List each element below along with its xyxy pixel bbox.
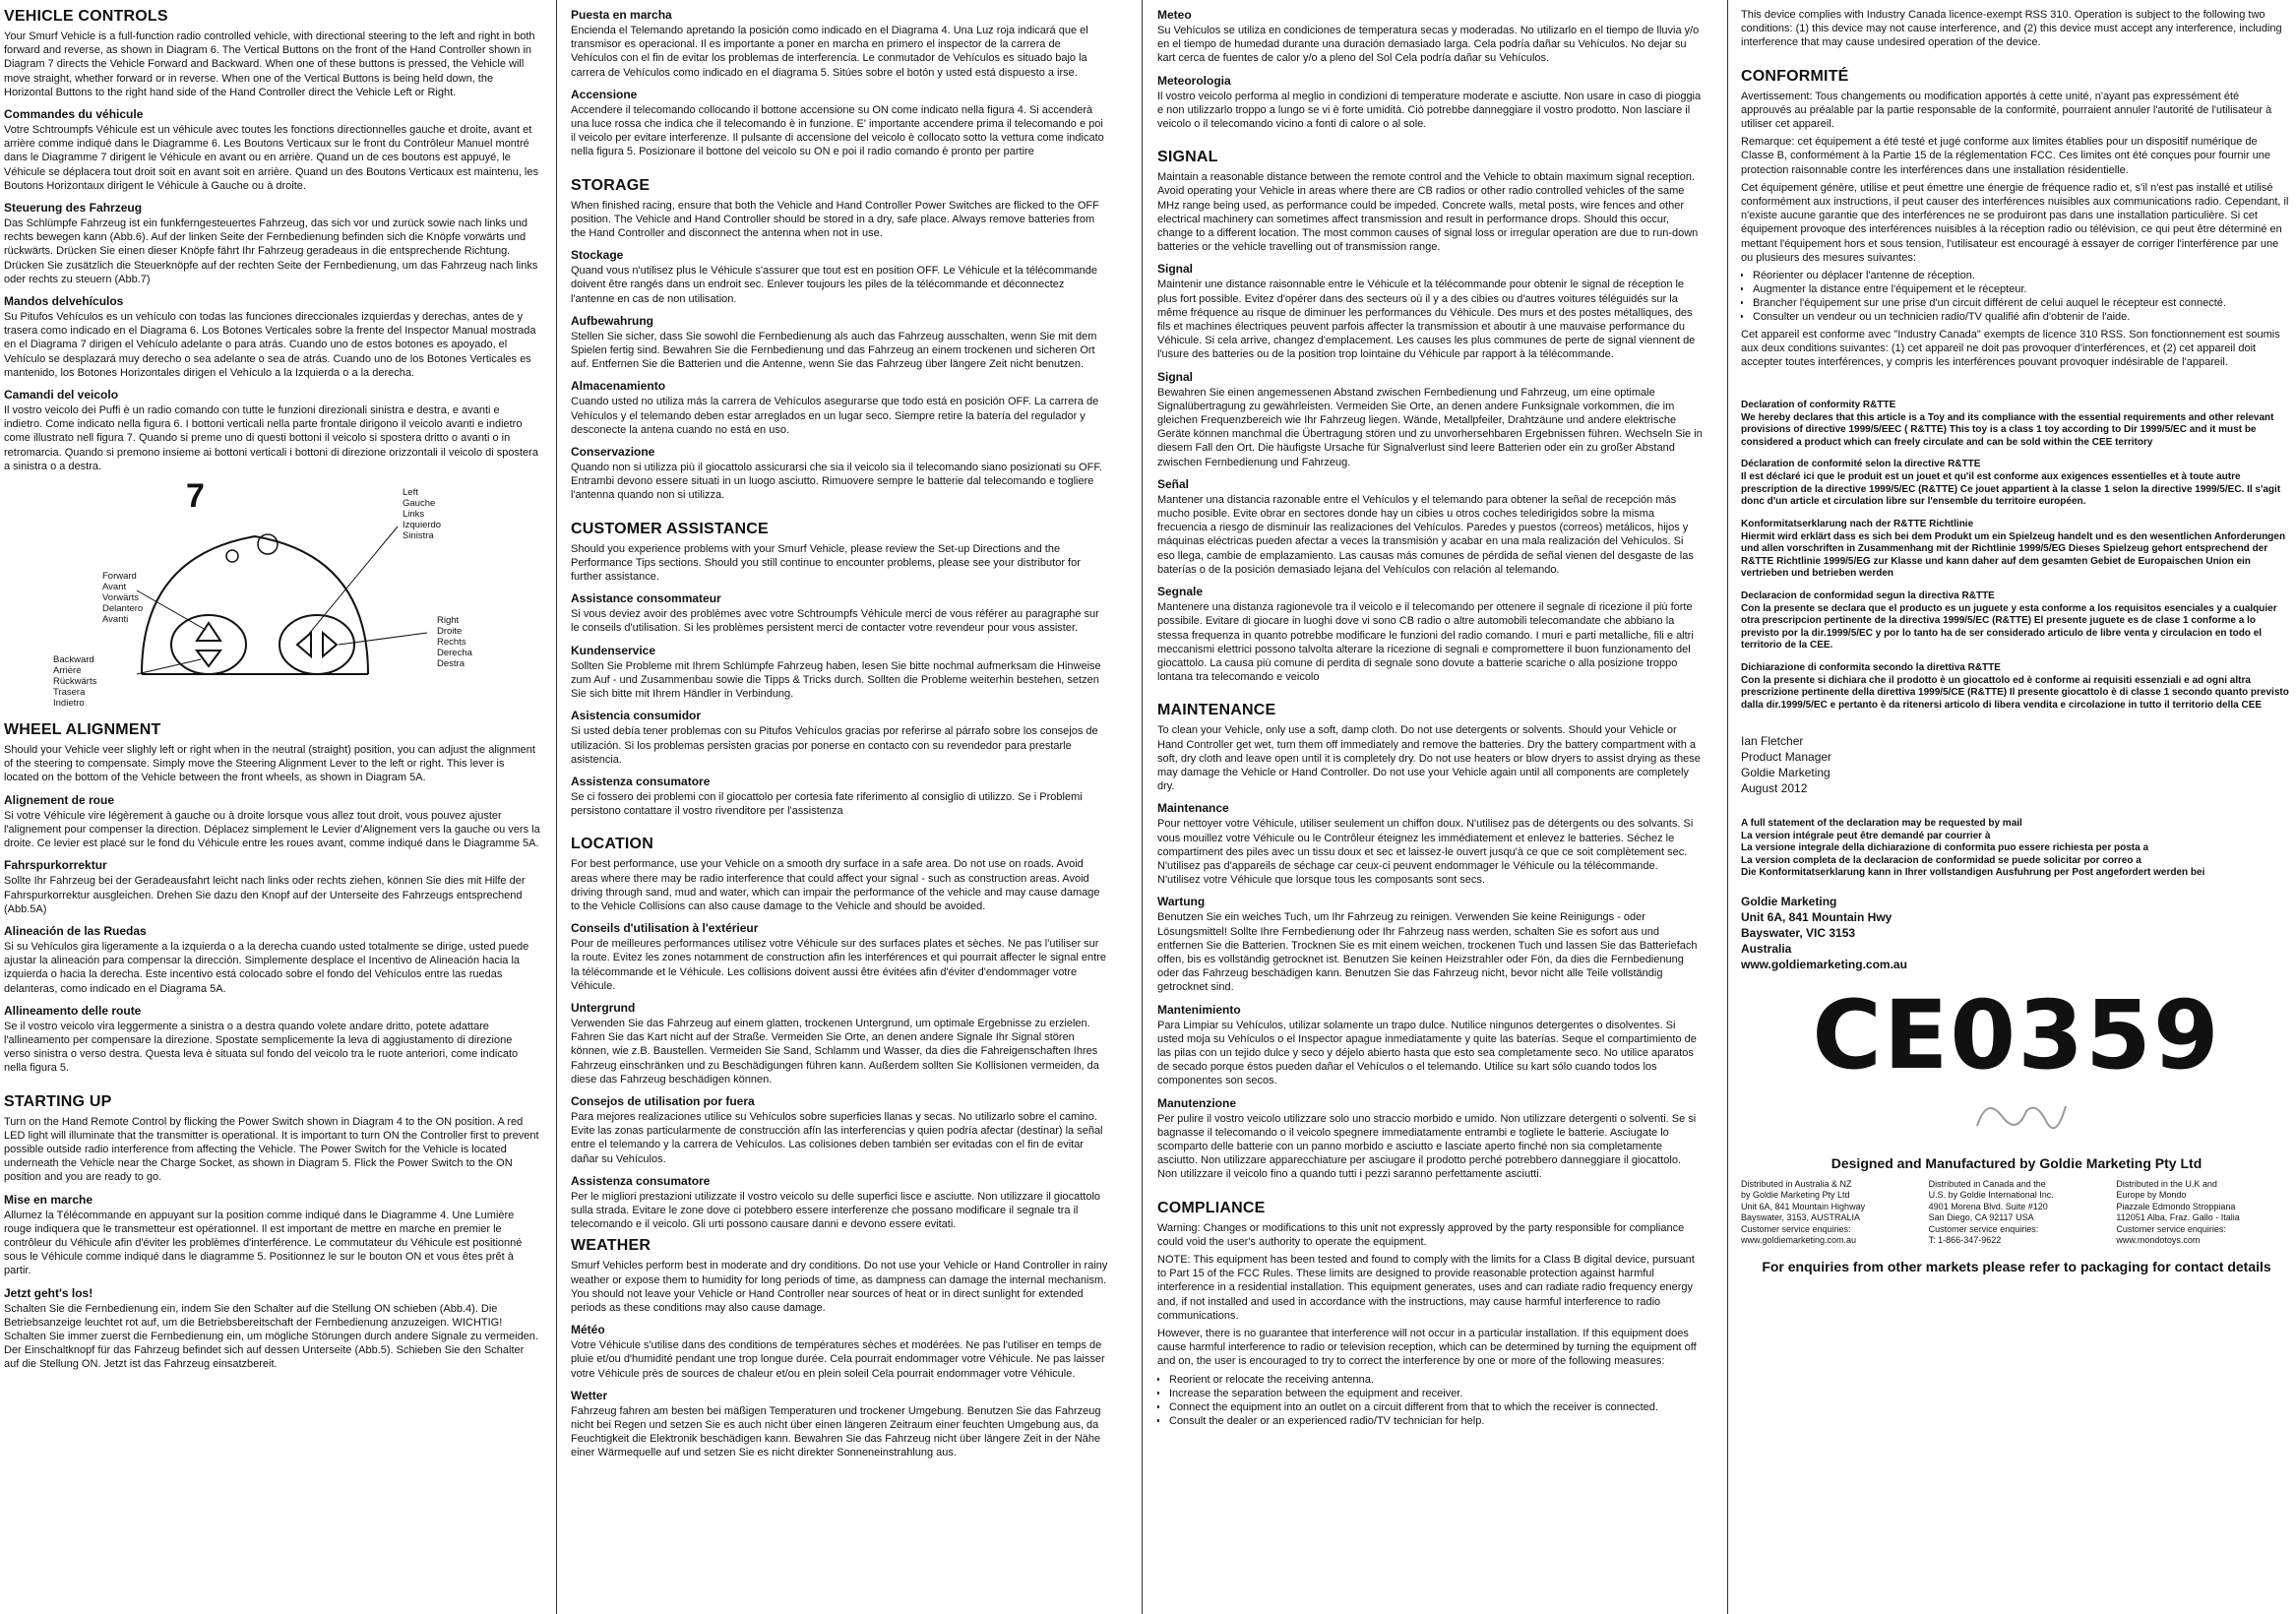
subheading-fr: Alignement de roue (4, 792, 115, 807)
address-line: Australia (1741, 941, 1792, 956)
signatory-block (1741, 733, 2292, 796)
list-item: • Brancher l'équipement sur une prise d'un circuit différent de celui auquel le récepteur est connecté. (1753, 296, 2292, 310)
subheading-it: Segnale (1157, 585, 1204, 599)
declaration-title-it: Dichiarazione di conformita secondo la direttiva R&TTE (1741, 661, 2001, 673)
paragraph-fr: Votre Schtroumpfs Véhicule est un véhicule avec toutes les fonctions directionnelles gauche et droite, avant et arrière comme indiqué dans le Diagramme 6. Les Boutons Verticaux sur le front du Contrôleur Manuel montré dans le Diagramme 7 dirigent le Véhicule en avant ou en arrière. Quand un de ces boutons est appuyé, le Véhicule se déplacera tout droit soit en avant soit en arrière. Quand un des Boutons Verticaux est maintenu, les Boutons Horizontaux dirigent le Véhicule à Gauche ou à droite. (4, 124, 538, 192)
list-item: • Connect the equipment into an outlet on a circuit different from that to which the receiver is connected. (1169, 1400, 1704, 1414)
address-line: Unit 6A, 841 Mountain Hwy (1741, 909, 1893, 924)
declaration-title-es: Declaracion de conformidad segun la directiva R&TTE (1741, 590, 1995, 601)
conformite-warning: Avertissement: Tous changements ou modification apportés à cette unité, n'ayant pas expressément été approuvés au préalable par la partie responsable de la conformité, pourraient annuler l'autorité de l'utilisateur à utiliser cet appareil. (1741, 90, 2272, 131)
paragraph-en: When finished racing, ensure that both the Vehicle and Hand Controller Power Switches are flicked to the OFF position. The Vehicle and Hand Controller should be stored in a dry, safe place. Always remove batteries from the Hand Controller and disconnect the antenna when not in use. (571, 199, 1099, 240)
list-item: • Increase the separation between the equipment and receiver. (1169, 1387, 1704, 1400)
subheading-de: Kundenservice (571, 643, 656, 657)
list-item: • Réorienter ou déplacer l'antenne de réception. (1753, 269, 2292, 282)
paragraph-en: Should your Vehicle veer slighly left or right when in the neutral (straight) position, you can adjust the alignment of the steering to compensate. Simply move the Steering Alignment Lever to the left or right. This lever is located on the bottom of the Vehicle between the front wheels, as shown in Diagram 5A. (4, 744, 535, 784)
column-1 (4, 8, 540, 1610)
subheading-es: Mantenimiento (1157, 1002, 1241, 1017)
paragraph-fr: Pour de meilleures performances utilisez votre Véhicule sur des surfaces plates et sèches. Ne pas l'utiliser sur la route. Evitez les zones notamment de construction afin les interférences et qui pourrait affecter le signal entre la télécommande et le Véhicule. Les collisions doivent aussi être évitées afin d'éviter d'endommager votre Véhicule. (571, 938, 1106, 992)
designed-by: Designed and Manufactured by Goldie Marketing Pty Ltd (1831, 1154, 2203, 1171)
subheading-it: Assistenza consumatore (571, 774, 711, 788)
distributors (1741, 1179, 2292, 1247)
subheading-it: Conservazione (571, 445, 655, 460)
label-right: Right Droite Rechts Derecha Destra (437, 615, 472, 670)
paragraph-de: Schalten Sie die Fernbedienung ein, indem Sie den Schalter auf die Stellung ON schieben (Abb.4). Die Betriebsanzeige leuchtet rot auf, um die Betriebsbereitschaft der Fernbedienung anzuzeigen. WICHTIG! Schalten Sie immer zuerst die Fernbedienung ein, um mögliche Störungen durch andere Signale zu vermeiden. Der Einschaltknopf für das Fahrzeug befindet sich auf dessen Unterseite (Abb.5). Schieben Sie den Schalter auf die Stellung ON. Jetzt ist das Fahrzeug einsatzbereit. (4, 1302, 538, 1371)
subheading-de: Steuerung des Fahrzeug (4, 201, 143, 216)
label-left: Left Gauche Links Izquierdo Sinistra (403, 487, 442, 542)
subheading-it: Camandi del veicolo (4, 388, 119, 403)
subheading-it: Meteorologia (1157, 73, 1231, 88)
paragraph-it: Il vostro veicolo dei Puffi è un radio comando con tutte le funzioni direzionali sinistra e destra, e avanti e indietro. Come indicato nella figura 6. I bottoni verticali nella parte frontale dirigono il veicolo avanti e indietro come illustrato nell figura 7. Quando si preme uno di questi bottoni il veicolo si spostera dritto o avanti o in retromarcia. Quando si premono insieme ai bottoni verticali i bottoni di direzione orizzontali il veicolo di spostera a sinistra o a destra. (4, 404, 538, 472)
paragraph-de: Verwenden Sie das Fahrzeug auf einem glatten, trockenen Untergrund, um optimale Ergebnisse zu erzielen. Fahren Sie das Kart nicht auf der Straße. Vermeiden Sie Orte, an denen andere Signale Ihr Signal stören können, wie z.B. Baustellen. Vermeiden Sie Sand, Schlamm und Wasser, da dies die Fahreigenschaften Ihres Fahrzeug einschränken und zu Beschädigungen führen kann. Außerdem sollten Sie Kollisionen vermeiden, da diese das Fahrzeug beschädigen können. (571, 1017, 1099, 1086)
declaration-text-it: Con la presente si dichiara che il prodotto è un giocattolo ed è conforme ai requisiti essenziali e ad ogni altra prescrizione pertinente della direttiva 1999/5/CE (R&TTE) Il presente giocattolo è di classe 1 secondo quanto previsto dalla dir.1999/5/EC e pertanto è da ritenersi articolo di libera vendita e circolazione in tutto il territorio della CEE (1741, 674, 2289, 711)
distributor-au: Distributed in Australia & NZ by Goldie Marketing Pty Ltd Unit 6A, 841 Mountain Highway Bayswater, 3153, AUSTRALIA Customer service enquiries: www.goldiemarketing.com.au (1741, 1178, 1866, 1246)
paragraph-de: Sollten Sie Probleme mit Ihrem Schlümpfe Fahrzeug haben, lesen Sie bitte nochmal aufmerksam die Hinweise zum Auf - und Zusammenbau sowie die Tipps & Tricks durch. Sollten die Probleme weiterhin bestehen, setzen Sie sich bitte mit Ihrem Händler in Verbindung. (571, 659, 1101, 701)
paragraph-de: Benutzen Sie ein weiches Tuch, um Ihr Fahrzeug zu reinigen. Verwenden Sie keine Reinigungs - oder Lösungsmittel! Sollte Ihre Fernbedienung oder Ihr Fahrzeug nass werden, schalten Sie es sofort aus und entfernen Sie die Batterien. Trocknen Sie es mit einem weichen, trockenen Tuch und lassen Sie das Batteriefach offen, bis es vollständig getrocknet ist. Benutzen Sie keinen Heizstrahler oder Fön, da dies die Fernbedienung oder das Fahrzeug beschädigen kann. Benutzen Sie das Fahrzeug nicht, bevor nicht alle Teile vollständig getrocknet sind. (1157, 911, 1698, 994)
conformite-interference: Cet équipement génère, utilise et peut émettre une énergie de fréquence radio et, s'il n'est pas installé et utilisé conformément aux instructions, il peut causer des interférences nuisibles aux communications radio. Cependant, il n'existe aucune garantie que des interférences ne se produiront pas dans une installation particulière. Si cet équipement provoque des interférences nuisibles à la réception radio ou télévision, ce qui peut être déterminé en mettant l'équipement hors et sous tension, l'utilisateur est encouragé à essayer de corriger l'interférence par une ou plusieurs des mesures suivantes: (1741, 181, 2289, 264)
subheading-it: Accensione (571, 87, 638, 101)
paragraph-en: Smurf Vehicles perform best in moderate and dry conditions. Do not use your Vehicle or Hand Controller in rainy weather or expose them to humidity for long periods of time, as dampness can damage the internal mechanism. You should not leave your Vehicle or Hand Controller near sources of heat or in direct sunlight for extended periods as these conditions may also cause damage. (571, 1260, 1108, 1314)
controller-diagram (4, 477, 540, 714)
section-title-signal: SIGNAL (1157, 149, 1218, 166)
paragraph-es: Si usted debía tener problemas con su Pitufos Vehículos gracias por referirse al párrafo sobre los consejos de utilización. Si los problemas persisten gracias por ponerse en contacto con su revendedor para prestarle asistencia. (571, 725, 1098, 766)
label-backward: Backward Arrière Rückwärts Trasera Indietro (53, 654, 97, 710)
paragraph-es: Para mejores realizaciones utilice su Vehículos sobre superficies llanas y secas. No utilizarlo sobre el camino. Evite las zonas particularmente de construcción afín las interferencias y quien podría afectar (destinar) la señal entre el telemando y la carrera de Vehículos. Las colisiones deben también ser evitadas con el fin de evitar dañar su Vehículos. (571, 1110, 1103, 1165)
paragraph-de: Bewahren Sie einen angemessenen Abstand zwischen Fernbedienung und Fahrzeug, um eine optimale Signalübertragung zu gewährleisten. Vermeiden Sie Orte, an denen andere Funksignale vorkommen, die im gleichen Frequenzbereich wie Ihr Fahrzeug liegen. Wände, Metallpfeiler, Drahtzäune und andere elektrische Geräte können manchmal die Übertragung stören und zu unvorhersehbaren Ergebnissen führen. Wechseln Sie in diesem Fall den Ort. Die häufigste Ursache für Signalverlust sind leere Batterien oder ein zu großer Abstand zwischen Fernbedienung und Fahrzeug. (1157, 386, 1703, 468)
subheading-de: Signal (1157, 369, 1194, 384)
subheading-de: Jetzt geht's los! (4, 1285, 93, 1300)
subheading-es: Mandos delvehículos (4, 294, 124, 309)
subheading-fr: Signal (1157, 262, 1194, 277)
subheading-es: Puesta en marcha (571, 8, 672, 22)
declaration-text-de: Hiermit wird erklärt dass es sich bei dem Produkt um ein Spielzeug handelt und es den wesentlichen Anforderungen und allen vorschriften in Zusammenhang mit der Richtlinie 1999/5/EG Dieses Spielzeug gehort entsprechend der R&TTE Richtlinie 1999/5/EG zur Klasse und kann daher auf dem gesamten Gebiet de Europaischen Union ein vertrieben und betrieben werden (1741, 530, 2286, 580)
paragraph-es: Mantener una distancia razonable entre el Vehículos y el telemando para obtener la señal de recepción más mucho posible. Evite obrar en sectores donde hay un cibies u otros coches teledirigidos sobre la misma frecuencia a riesgo de disminuir las realizaciones del Vehículos. Paredes y puestos (correos) metálicos, hijos y máquinas eléctricas pueden afectar a veces la transmisión y acabar en una mala realización del Vehículos. Si eso llega, cambie de emplazamiento. Las causas más comunes de pérdida de señal vienen del desgaste de las baterías o de la posición demasiado lejana del Vehículos con relación al telemando. (1157, 493, 1694, 576)
distributor-eu: Distributed in the U.K and Europe by Mondo Piazzale Edmondo Stroppiana 112051 Alba, Fraz. Gallo - Italia Customer service enquiries: www.mondotoys.com (2116, 1178, 2240, 1246)
statement-block (1741, 818, 2292, 880)
section-title-conformite: CONFORMITÉ (1741, 67, 1849, 85)
declaration-title-en: Declaration of conformity R&TTE (1741, 399, 1896, 410)
signature-scribble (1957, 1086, 2076, 1146)
paragraph-es: Para Limpiar su Vehículos, utilizar solamente un trapo dulce. Nutilice ningunos detergentes o disolventes. Si usted moja su Vehículos o el Inspector apague inmediatamente y quite las baterías. Seque el compartimiento de las pilas con un tejido dulce y seco y déjelo abierto hasta que esto sea completamente seco. No utilice aparatos de secado porque éstos pueden dañar el Vehículos o el telemando. Utilice su kart sólo cuando todos los componentes son secos. (1157, 1019, 1697, 1087)
conformite-canada: Cet appareil est conforme avec "Industry Canada" exempts de licence 310 RSS. Son fonctionnement est soumis aux deux conditions suivantes: (1) cet appareil ne doit pas provoquer d'interférences, et (2) cet appareil doit accepter toutes interférences, y compris les interférences pouvant provoquer indésirable de l'appareil. (1741, 329, 2280, 369)
list-item: • Consult the dealer or an experienced radio/TV technician for help. (1169, 1414, 1704, 1428)
subheading-es: Señal (1157, 476, 1190, 491)
declaration-title-de: Konformitatserklarung nach der R&TTE Richtlinie (1741, 518, 1974, 529)
paragraph-it: Se ci fossero dei problemi con il giocattolo per cortesia fate riferimento al consiglio di utilizzo. Se i Problemi persistono contattare il vostro rivenditore per l'assistenza (571, 790, 1083, 818)
column-divider (1727, 0, 1728, 1614)
list-item: • Consulter un vendeur ou un technicien radio/TV qualifié afin d'obtenir de l'aide. (1753, 310, 2292, 324)
subheading-it: Allineamento delle route (4, 1003, 142, 1018)
subheading-fr: Mise en marche (4, 1192, 93, 1207)
paragraph-de: Sollte Ihr Fahrzeug bei der Geradeausfahrt leicht nach links oder rechts ziehen, können Sie dies mit Hilfe der Fahrspurkorrektur ausgleichen. Drehen Sie dazu den Knopf auf der Unterseite des Fahrzeugs entsprechend (Abb.5A) (4, 875, 526, 915)
paragraph-es: Su Vehículos se utiliza en condiciones de temperatura secas y moderadas. No utilizarlo en el tiempo de lluvia y/o en el tiempo de humedad durante una duración demasiado larga. Cela podría dañar su Vehículos. No dejar su kart cerca de fuentes de calor y/o a pleno del Sol Cela podría dañar su Vehículos. (1157, 25, 1700, 65)
paragraph-it: Per le migliori prestazioni utilizzate il vostro veicolo su delle superfici lisce e asciutte. Non utilizzare il giocattolo sulla strada. Evitare le zone dove ci potebbero essere interferenze che possano modificare il segnale tra il telecomando e il veicolo. Gli urti possono causare danni e devono essere evitati. (571, 1190, 1101, 1231)
column-2 (571, 8, 1110, 1610)
paragraph-fr: Si votre Véhicule vire légèrement à gauche ou à droite lorsque vous allez tout droit, vous pouvez ajuster l'alignement pour compenser la direction. Déplacez simplement le Levier d'Alignement vers la gauche ou vers la droite. Ce levier est placé sur le fond du Véhicule entre les roues avant, comme indiqué dans le Diagramme 5A. (4, 809, 540, 850)
subheading-fr: Assistance consommateur (571, 591, 721, 606)
subheading-es: Alineación de las Ruedas (4, 923, 147, 938)
enquiry-note: For enquiries from other markets please refer to packaging for contact details (1762, 1258, 2271, 1274)
subheading-de: Aufbewahrung (571, 313, 653, 328)
conformite-measures-list (1741, 269, 2292, 324)
diagram-number: 7 (186, 477, 205, 516)
paragraph-fr: Maintenir une distance raisonnable entre le Véhicule et la télécommande pour obtenir le signal de réception le plus fort possible. Evitez d'opérer dans des secteurs où il y a des cibies ou d'autres voitures téléguidés sur la même fréquence au risque de diminuer les performances du Véhicule. Des murs et des postes métalliques, des fils et machines électriques peuvent parfois affecter la transmission et aboutir à une mauvaise performance du Véhicule. Si cela arrive, changez d'emplacement. Les causes les plus communes de perte de signal viennent de l'usure des batteries ou de la position trop lointaine du Véhicule par rapport à la télécommande. (1157, 279, 1696, 361)
section-title-location: LOCATION (571, 836, 653, 853)
industry-canada-statement: This device complies with Industry Canada licence-exempt RSS 310. Operation is subject to the following two conditions: (1) this device may not cause interference, and (2) this device must accept any interference, including interference that may cause undesired operation of the device. (1741, 9, 2282, 49)
paragraph-es: Si su Vehículos gira ligeramente a la izquierda o a la derecha cuando usted totalmente se dirige, usted puede ajustar la alineación para compensar la dirección. Simplemente desplace el Incentivo de Alineación hacia la izquierda o hacia la derecha. Este incentivo está colocado sobre el fondo del Vehículos entre las ruedas delanteras, como indicado en el Diagrama 5A. (4, 940, 529, 995)
section-title-customer-assistance: CUSTOMER ASSISTANCE (571, 520, 769, 537)
paragraph-de: Stellen Sie sicher, dass Sie sowohl die Fernbedienung als auch das Fahrzeug ausschalten, wenn Sie mit dem Spielen fertig sind. Bewahren Sie die Fernbedienung und das Fahrzeug an einem trockenen und sicheren Ort auf. Entfernen Sie die Batterien und die Antenne, wenn Sie das Fahrzeug über längere Zeit nicht benutzen. (571, 330, 1097, 371)
list-item: • Reorient or relocate the receiving antenna. (1169, 1373, 1704, 1387)
subheading-es: Meteo (1157, 8, 1192, 22)
paragraph-en: Turn on the Hand Remote Control by flicking the Power Switch shown in Diagram 4 to the ON position. A red LED light will illuminate that the transmitter is operational. It is important to turn ON the Controller first to prevent possible outside radio interference from affecting the Vehicle. The Power Switch for the Vehicle is located underneath the Vehicle near the Charge Socket, as shown in Diagram 5. Flick the Power Switch to the ON position and you are ready to go. (4, 1115, 539, 1184)
section-title-wheel-alignment: WHEEL ALIGNMENT (4, 721, 161, 739)
signatory-name: Ian Fletcher (1741, 734, 1804, 749)
subheading-fr: Conseils d'utilisation à l'extérieur (571, 921, 759, 936)
label-forward: Forward Avant Vorwärts Delantero Avanti (102, 571, 144, 626)
subheading-es: Almacenamiento (571, 379, 666, 394)
paragraph-es: Cuando usted no utiliza más la carrera de Vehículos asegurarse que todo está en posición OFF. La carrera de Vehículos y el telemando deben estar arreglados en un lugar seco. Siempre retire la batería del regulador y desconecte la antena cuando no está en uso. (571, 396, 1099, 436)
section-title-starting-up: STARTING UP (4, 1092, 112, 1110)
paragraph-es: Su Pitufos Vehículos es un vehículo con todas las funciones direccionales izquierdas y derechas, antes de y trasera como indicado en el Diagrama 6. Los Botones Verticales sobre la frente del Inspector Manual mostrada en el Diagrama 7 dirigen el Vehículo adelante o para atrás. Cuando uno de estos botones es apoyado, el Vehículo se desplazará muy derecho o sea adelante o sea de atrás. Cuando uno de los Botones Verticales es mantenido, los Botones Horizontales dirigen el Vehículo a la Izquierda o a la derecha. (4, 311, 536, 379)
paragraph-fr: Votre Véhicule s'utilise dans des conditions de températures sèches et modérées. Ne pas l'utiliser en temps de pluie et/ou d'humidité pendant une trop longue durée. Cela pourrait endommager votre Véhicule. Ne pas laisser votre Véhicule près de sources de chaleur et/ou en plein soleil Cela pourrait endommager votre Véhicule. (571, 1339, 1105, 1380)
paragraph-en: For best performance, use your Vehicle on a smooth dry surface in a safe area. Do not use on roads. Avoid areas where there may be radio interference that could affect your signal - such as construction areas. Avoid driving through sand, mud and water, which can impair the performance of the vehicle and may cause damage to the Vehicle Collisions can also cause damage to the Vehicle and should be avoided. (571, 858, 1100, 912)
declarations-block (1741, 400, 2292, 713)
compliance-guarantee: However, there is no guarantee that interference will not occur in a particular installation. If this equipment does cause harmful interference to radio or television reception, which can be determined by turning the equipment off and on, the user is encouraged to try to correct the interference by one or more of the following measures: (1157, 1328, 1697, 1368)
section-title-weather: WEATHER (571, 1237, 652, 1255)
address-line: Goldie Marketing (1741, 894, 1837, 908)
section-title-compliance: COMPLIANCE (1157, 1199, 1266, 1216)
address-block (1741, 894, 2292, 972)
subheading-fr: Météo (571, 1323, 605, 1337)
declaration-title-fr: Déclaration de conformité selon la directive R&TTE (1741, 459, 1981, 470)
paragraph-en: To clean your Vehicle, only use a soft, damp cloth. Do not use detergents or solvents. Should your Vehicle or Hand Controller get wet, turn them off immediately and remove the batteries. Dry the battery compartment with a soft, dry cloth and leave open until it is completely dry. Do not use heaters or blow dryers to assist drying as these may damage the Vehicle or Hand Controller. Do not use your Vehicle again until all components are completely dry. (1157, 724, 1701, 793)
paragraph-it: Accendere il telecomando collocando il bottone accensione su ON come indicato nella figura 4. Si accenderà una luce rossa che indica che il telecomando è in funzione. E' importante accendere prima il telecomando e poi il veicolo per evitare interferenze. Il pulsante di accensione del veicolo è collocato sotto la vettura come indicato nella figura 5. Posizionare il bottone del veicolo su ON e poi il radio comando è pronto per partire (571, 103, 1104, 158)
paragraph-it: Mantenere una distanza ragionevole tra il veicolo e il telecomando per ottenere il segnale di ricezione il più forte possibile. Evitare di giocare in luoghi dove vi sono CB radio o altre automobili telecomandate che abbiano la stessa frequenza in quanto potrebbe modificare le funzioni del radio comando. I muri e parti metalliche, fili e altri meccanismi elettrici possono talvolta alterare la ricezione di segnali e compromettere il buon funzionamento del giocattolo. La causa più comune di perdita di segnale sono dovute a batterie scariche o alla posizione troppo lontana tra telecomando e veicolo (1157, 601, 1694, 684)
subheading-fr: Maintenance (1157, 801, 1229, 816)
paragraph-fr: Si vous deviez avoir des problèmes avec votre Schtroumpfs Véhicule merci de vous référer au paragraphe sur le conseils d'utilisation. Si les problèmes persistent merci de contacter votre revendeur pour vous assister. (571, 608, 1099, 635)
column-divider (556, 0, 557, 1614)
ce-mark-logo: CE0359 (1812, 979, 2221, 1090)
paragraph-it: Il vostro veicolo performa al meglio in condizioni di temperature moderate e asciutte. Non usare in caso di pioggia e non utilizzarlo troppo a lungo se vi è forte umidità. Ciò potrebbe danneggiare il vostro prodotto. Non lasciare il veicolo o il telecomando vicino a fonti di calore o al sole. (1157, 90, 1702, 131)
paragraph-fr: Quand vous n'utilisez plus le Véhicule s'assurer que tout est en position OFF. Le Véhicule et la télécommande doivent être rangés dans un endroit sec. Enlever toujours les piles de la télécommande et déconnectez l'antenne en cas de non utilisation. (571, 265, 1097, 305)
subheading-it: Manutenzione (1157, 1095, 1236, 1110)
subheading-fr: Commandes du véhicule (4, 107, 144, 122)
declaration-text-fr: Il est déclaré ici que le produit est un jouet et qu'il est conforme aux exigences essentielles et à toute autre prescription de la directive 1999/5/EC (R&TTE) Ce jouet appartient à la classe 1 selon la directive 1999/5/EC. Il s'agit donc d'un article et circulation libre sur l'ensemble du territoire européen. (1741, 471, 2281, 508)
paragraph-de: Fahrzeug fahren am besten bei mäßigen Temperaturen und trockener Umgebung. Benutzen Sie das Fahrzeug nicht bei Regen und setzen Sie es auch nicht über einen längeren Zeitraum einer feuchten Umgebung aus, da Feuchtigkeit die Elektronik beschädigen kann. Bewahren Sie das Fahrzeug nicht über längere Zeit in der Nähe einer Wärmequelle auf und setzen Sie es nicht direkter Sonneneinstrahlung aus. (571, 1404, 1101, 1459)
subheading-es: Asistencia consumidor (571, 709, 702, 723)
paragraph-fr: Pour nettoyer votre Véhicule, utiliser seulement un chiffon doux. N'utilisez pas de détergents ou des solvants. Si vous mouillez votre Véhicule ou le Contrôleur éteignez les immédiatement et enlevez le batteries. Séchez le compartiment des piles avec un tissu doux et sec et laissez-le ouvert jusqu'à ce que ce soit complètement sec. N'utilisez pas d'appareils de séchage car ceux-ci peuvent endommager le Véhicule ou la télécommande. N'utilisez votre Véhicule que lorsque tous les composants sont secs. (1157, 818, 1694, 887)
paragraph-en: Your Smurf Vehicle is a full-function radio controlled vehicle, with directional steering to the left and right in both forward and reverse, as shown in Diagram 6. The Vertical Buttons on the front of the Hand Controller shown in Diagram 7 directs the Vehicle Forward and Backward. When one of these buttons is pressed, the Vehicle will move straight, whether forward or in reverse. When one of the Vertical Buttons is being held down, the Horizontal Buttons to the right hand side of the Hand Controller direct the Vehicle Left or Right. (4, 31, 535, 98)
signatory-role: Product Manager (1741, 750, 1832, 765)
paragraph-fr: Allumez la Télécommande en appuyant sur la position comme indiqué dans le Diagramme 4. Une Lumière rouge indiquera que le transmetteur est opérationnel. Il est important de mettre en marche en premier le contrôleur du Véhicule afin d'éviter les problèmes d'interférence. Le commutateur du Véhicule est positionné sous le Véhicule comme indiqué dans le diagramme 5. Positionnez le sur le bouton ON et vous êtes prêt à partir. (4, 1209, 523, 1277)
list-item: • Augmenter la distance entre l'équipement et le récepteur. (1753, 282, 2292, 296)
paragraph-en: Maintain a reasonable distance between the remote control and the Vehicle to obtain maximum signal reception. Avoid operating your Vehicle in areas where there are CB radios or other radio controlled vehicles of the same MHz range being used, as performance could be impeded. Concrete walls, metal posts, wire fences and other electrical machinery can sometimes affect transmission and result in performance drops. Should this occur, change to a different location. The most common causes of signal loss or irregular operation are due to run-down batteries or the vehicle travelling out of transmission range. (1157, 171, 1699, 254)
conformite-remark: Remarque: cet équipement a été testé et jugé conforme aux limites établies pour un dispositif numérique de Classe B, conformément à la Partie 15 de la réglementation FCC. Ces limites ont été conçues pour fournir une protection raisonnable contre les interférences dans une installation résidentielle. (1741, 136, 2271, 176)
declaration-text-en: We hereby declares that this article is a Toy and its compliance with the essential requirements and other relevant provisions of directive 1999/5/EEC ( R&TTE) This toy is a class 1 toy according to Dir 1999/5/EC and it must be considered a product which can freely circulate and can be sold within the CEE territory (1741, 411, 2274, 448)
paragraph-it: Quando non si utilizza più il giocattolo assicurarsi che sia il veicolo sia il telecomando siano posizionati su OFF. Entrambi devono essere situati in un luogo asciutto. Rimuovere sempre le batterie dal telecomando e togliere l'antenna quando non si utilizza. (571, 462, 1102, 502)
section-title-storage: STORAGE (571, 176, 651, 194)
declaration-text-es: Con la presente se declara que el producto es un juguete y esta conforme a los requisitos esenciales y a cualquier otra prescripcion pertinente de la directiva 1999/5/EC (R&TTE) El presente juguete es de clase 1 conforme a lo previsto por la dir.1999/5/EC y por lo tanto ha de ser considerado articulo de libre venta y circulacion en todo el territorio de la CEE. (1741, 602, 2277, 652)
distributor-us: Distributed in Canada and the U.S. by Goldie International Inc. 4901 Morena Blvd. Suite #120 San Diego, CA 92117 USA Customer service enquiries: T: 1-866-347-9622 (1928, 1178, 2054, 1246)
subheading-de: Wetter (571, 1388, 608, 1402)
paragraph-it: Per pulire il vostro veicolo utilizzare solo uno straccio morbido e umido. Non utilizzare detergenti o solventi. Se si bagnasse il telecomando o il veicolo spegnere immediatamente entrambi e togliete le batterie. Asciugate lo scomparto delle batterie con un panno morbido e asciutto e lasciate aperto finché non sia completamente asciutto. Non utilizzare apparecchiature per asciugare il prodotto perché potrebbero danneggiare il giocattolo. Non utilizzare il veicolo fino a quando tutti i pezzi saranno perfettamente asciutti. (1157, 1112, 1697, 1181)
address-line: Bayswater, VIC 3153 (1741, 925, 1856, 940)
signatory-company: Goldie Marketing (1741, 766, 1831, 780)
statement-text: A full statement of the declaration may be requested by mail La version intégrale peut être demandé par courrier à La versione integrale della dichiarazione di conformita puo essere richiesta per posta a La version completa de la declaracion de conformidad se puede solicitar por correo a Die Konformitatserklarung kann in Ihrer vollstandigen Ausfuhrung per Post angefordert werden bei (1741, 818, 2205, 879)
compliance-warning: Warning: Changes or modifications to this unit not expressly approved by the party responsible for compliance could void the user's authority to operate the equipment. (1157, 1221, 1685, 1248)
paragraph-it: Se il vostro veicolo vira leggermente a sinistra o a destra quando volete andare dritto, potete adattare l'allineamento per compensare la direzione. Spostate semplicemente la leva di aggiustamento di direzione verso sinistra o verso destra. Questa leva è situata sul fondo del veicolo tra le ruote anteriori, come indicato nella figura 5. (4, 1020, 519, 1075)
paragraph-de: Das Schlümpfe Fahrzeug ist ein funkferngesteuertes Fahrzeug, das sich vor und zurück sowie nach links und rechts bewegen kann (Abb.6). Auf der linken Seite der Fernbedienung befinden sich die Knöpfe vorwärts und rückwärts. Drücken Sie einen dieser Knöpfe fährt Ihr Fahrzeug geradeaus in die entsprechende Richtung. Drücken Sie zusätzlich die Steuerknöpfe auf der rechten Seite der Fernbedienung, um das Fahrzeug nach links oder rechts zu steuern (Abb.7) (4, 217, 538, 285)
address-url: www.goldiemarketing.com.au (1741, 957, 1907, 971)
section-title-maintenance: MAINTENANCE (1157, 702, 1276, 719)
paragraph-es: Encienda el Telemando apretando la posición como indicado en el Diagrama 4. Una Luz roja indicará que el transmisor es operacional. Il es importante a poner en marcha en primero el inspector de la carrera de Vehículos con el fin de evitar los problemas de interferencia. Le conmutador de Vehículos es situado bajo la carrera de Vehículos como indicado en el diagrama 5. Sitúes sobre el botón y usted está dispuesto a irse. (571, 25, 1088, 79)
column-divider (1142, 0, 1143, 1614)
paragraph-en: Should you experience problems with your Smurf Vehicle, please review the Set-up Directions and the Performance Tips sections. Should you still continue to encounter problems, please see your distributor for further assistance. (571, 542, 1081, 584)
subheading-de: Wartung (1157, 895, 1206, 909)
column-4 (1741, 8, 2292, 1610)
subheading-it: Assistenza consumatore (571, 1173, 711, 1188)
subheading-de: Untergrund (571, 1000, 636, 1015)
compliance-measures-list (1157, 1373, 1704, 1428)
column-3 (1157, 8, 1704, 1610)
section-title-vehicle-controls: VEHICLE CONTROLS (4, 8, 168, 25)
compliance-note: NOTE: This equipment has been tested and found to comply with the limits for a Class B digital device, pursuant to Part 15 of the FCC Rules. These limits are designed to provide reasonable protection against harmful interference in a residential installation. This equipment generates, uses and can radiate radio frequency energy and, if not installed and used in accordance with the instructions, may cause harmful interference to radio communications. (1157, 1254, 1695, 1322)
signatory-date: August 2012 (1741, 781, 1808, 796)
subheading-es: Consejos de utilisation por fuera (571, 1093, 755, 1108)
subheading-fr: Stockage (571, 248, 624, 263)
subheading-de: Fahrspurkorrektur (4, 858, 107, 873)
